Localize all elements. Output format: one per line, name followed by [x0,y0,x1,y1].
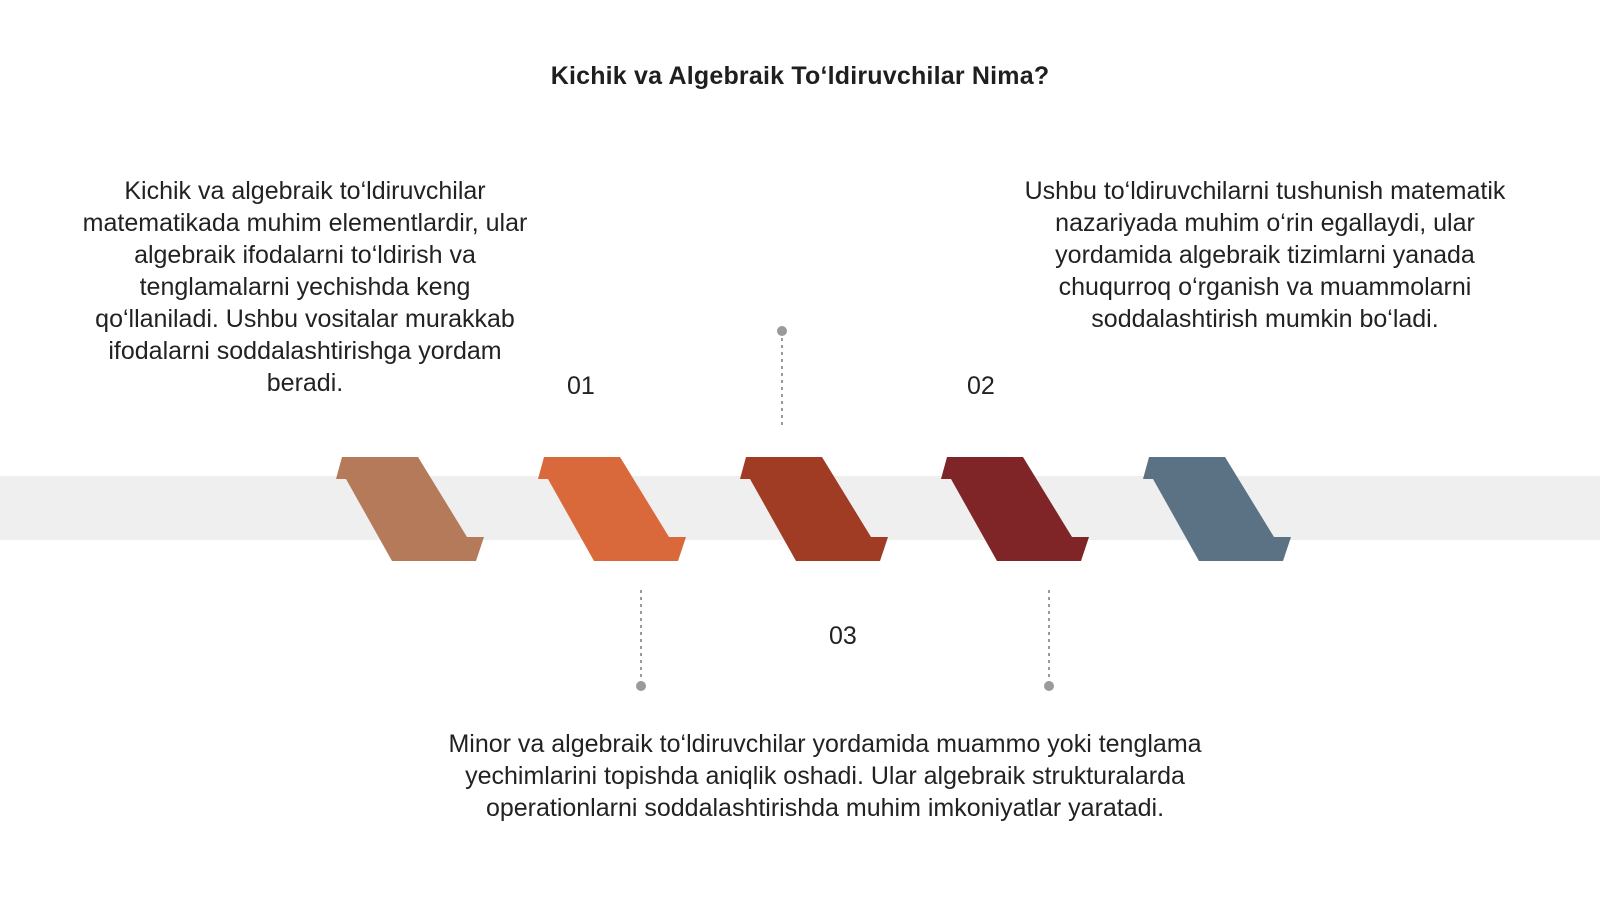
chevron-2 [538,457,686,561]
connector-dot-3 [1044,681,1054,691]
step-2-number: 02 [967,372,995,400]
step-1-number: 01 [567,372,595,400]
connector-dot-2 [636,681,646,691]
step-2-text: Ushbu to‘ldiruvchilarni tushunish matematik nazariyada muhim o‘rin egallaydi, ular yordamida algebraik tizimlarni yanada chuqurroq o‘rganish va muammolarni soddalashtirish mumkin bo‘ladi. [1024,177,1506,333]
page-title: Kichik va Algebraik To‘ldiruvchilar Nima? [550,62,1050,90]
chevron-3 [740,457,888,561]
step-3-number: 03 [829,622,857,650]
chevron-4 [941,457,1089,561]
chevron-1 [336,457,484,561]
chevron-5 [1143,457,1291,561]
step-3-text: Minor va algebraik to‘ldiruvchilar yordamida muammo yoki tenglama yechimlarini topishda aniqlik oshadi. Ular algebraik strukturalarda operationlarni soddalashtirishda muhim imkoniyatlar yaratadi. [448,730,1202,822]
step-1-text: Kichik va algebraik to‘ldiruvchilar matematikada muhim elementlardir, ular algebraik ifodalarni to‘ldirish va tenglamalarni yechishda keng qo‘llaniladi. Ushbu vositalar murakkab ifodalarni soddalashtirishga yordam beradi. [82,177,528,397]
connector-dot-1 [777,326,787,336]
